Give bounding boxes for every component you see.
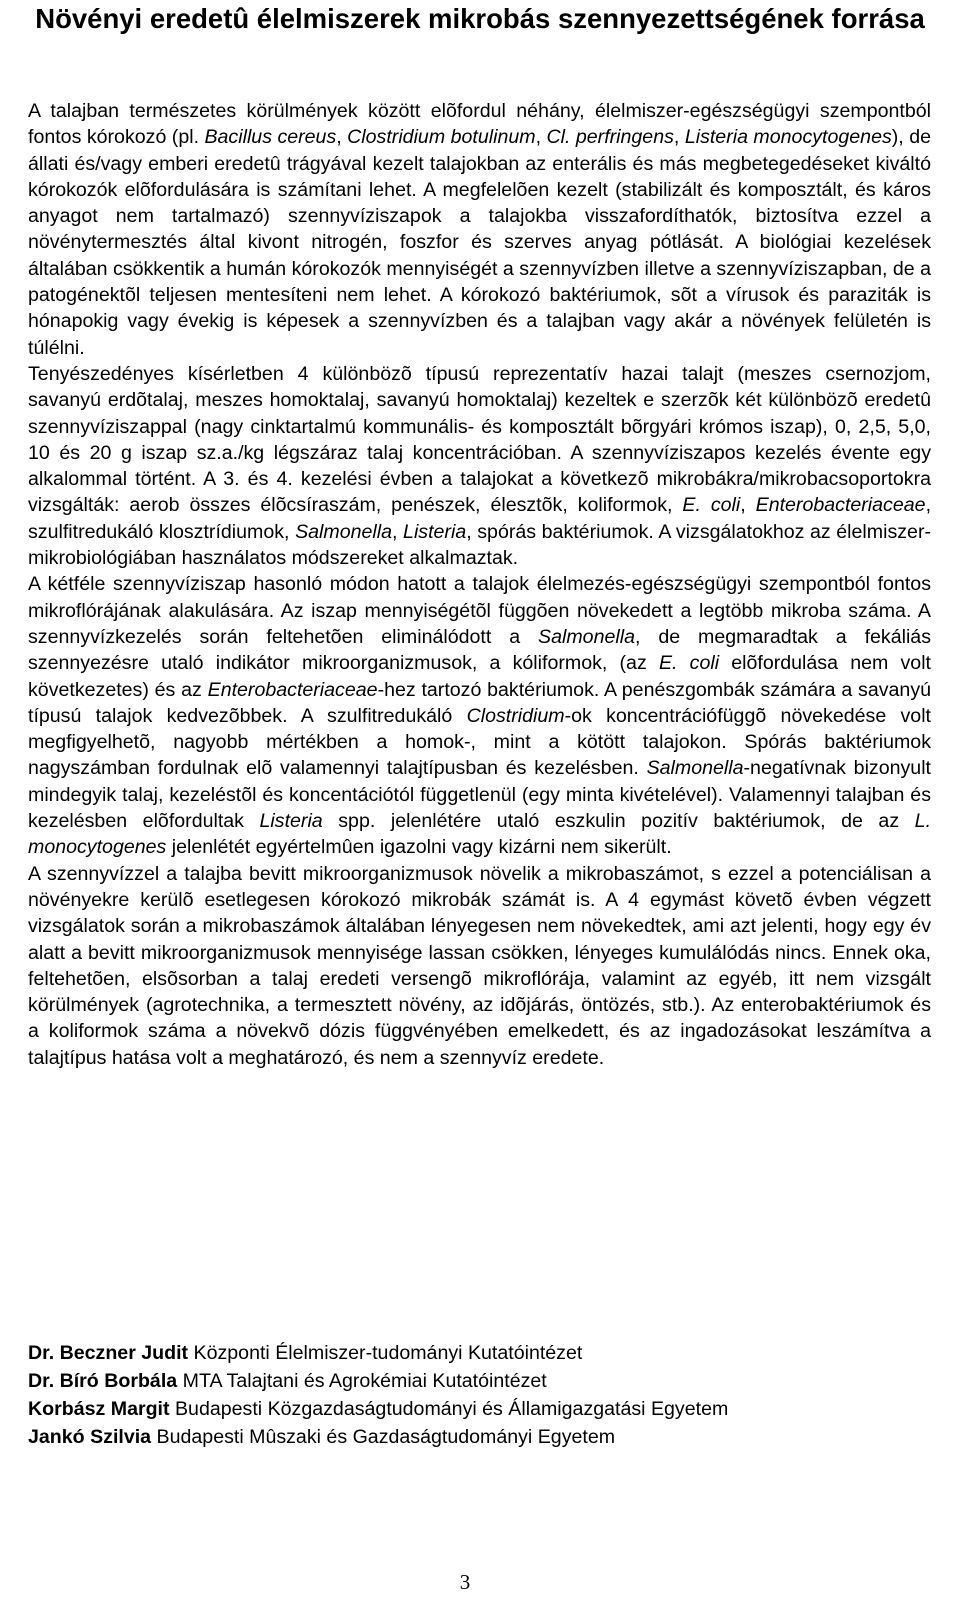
author-affiliation: MTA Talajtani és Agrokémiai Kutatóintézet [182, 1370, 547, 1392]
text-run: A szennyvízzel a talajba bevitt mikroorganizmusok növelik a mikrobaszámot, s ezzel a potenciálisan a növényekre kerülõ esetlegesen kórokozó mikrobák számát is. A 4 egymást követõ évben végzett vizsgálatok során a mikrobaszámok általában lényegesen nem növekedtek, ami azt jelenti, hogy egy év alatt a bevitt mikroorganizmusok mennyisége lassan csökken, lényeges kumulálódás nincs. Ennek oka, feltehetõen, elsõsorban a talaj eredeti versengõ mikroflórája, valamint az egyéb, itt nem vizsgált körülmények (agrotechnika, a termesztett növény, az idõjárás, öntözés, stb.). Az enterobaktériumok és a koliformok száma a növekvõ dózis függvényében emelkedett, és az ingadozásokat leszámítva a talajtípus hatása volt a meghatározó, és nem a szennyvíz eredete. [28, 862, 931, 1069]
italic-term: Listeria [259, 810, 323, 833]
author-name: Dr. Beczner Judit [28, 1342, 189, 1364]
author-name: Korbász Margit [28, 1398, 170, 1420]
italic-term: E. coli [658, 652, 720, 675]
text-run: jelenlétét egyértelmûen igazolni vagy kizárni nem sikerült. [166, 836, 672, 859]
author-line [28, 1367, 931, 1395]
paragraph [28, 98, 931, 361]
author-name: Jankó Szilvia [28, 1426, 152, 1448]
text-run: -ok koncentrációfüggõ növekedése volt megfigyelhetõ, nagyobb mértékben a homok-, mint a kötött talajokon. Spórás baktériumok nagyszámban fordulnak elõ valamennyi talajtípusban és kezelésben. [28, 704, 932, 780]
paragraph [28, 571, 931, 860]
paragraph [28, 861, 931, 1071]
text-run: , de megmaradtak a fekáliás szennyezésre utaló indikátor mikroorganizmusok, a kóliformok, (az [28, 625, 932, 675]
author-affiliation: Központi Élelmiszer-tudományi Kutatóintézet [193, 1342, 583, 1364]
text-run: Tenyészedényes kísérletben 4 különbözõ típusú reprezentatív hazai talajt (meszes csernozjom, savanyú erdõtalaj, meszes homoktalaj, savanyú homoktalaj) kezeltek e szerzõk két különbözõ eredetû szennyvíziszappal (nagy cinktartalmú kommunális- és komposztált bõrgyári krómos iszap), 0, 2,5, 5,0, 10 és 20 g iszap sz.a./kg légszáraz talaj koncentrációban. A szennyvíziszapos kezelés évente egy alkalommal történt. A 3. és 4. kezelési évben a talajokat a következõ mikrobákra/mikrobacsoportokra vizsgálták: aerob összes élõcsíraszám, penészek, élesztõk, koliformok, [28, 362, 931, 517]
italic-term: Salmonella [295, 520, 393, 543]
document-title: Növényi eredetû élelmiszerek mikrobás szennyezettségének forrása [35, 3, 925, 34]
author-affiliation: Budapesti Közgazdaságtudományi és Államigazgatási Egyetem [174, 1398, 729, 1420]
italic-term: Listeria monocytogenes [684, 126, 892, 149]
paragraph [28, 361, 931, 571]
text-run: , [535, 126, 547, 149]
italic-term: Bacillus cereus [204, 126, 337, 149]
italic-term: Enterobacteriaceae [755, 494, 926, 517]
text-run: , szulfitredukáló klosztrídiumok, [28, 494, 932, 543]
text-run: , [740, 494, 756, 517]
author-affiliation: Budapesti Mûszaki és Gazdaságtudományi Egyetem [156, 1426, 616, 1448]
italic-term: L. monocytogenes [28, 810, 932, 859]
italic-term: Cl. perfringens [546, 126, 674, 149]
text-run: -negatívnak bizonyult mindegyik talaj, kezeléstõl és koncentációtól függetlenül (egy minta kivételével). Valamennyi talajban és kezelésben elõfordultak [28, 757, 931, 833]
italic-term: Salmonella [646, 757, 744, 780]
text-run: , spórás baktériumok. A vizsgálatokhoz az élelmiszer-mikrobiológiában használatos módszereket alkalmaztak. [28, 520, 931, 570]
italic-term: Clostridium [466, 704, 565, 727]
author-name: Dr. Bíró Borbála [28, 1370, 178, 1392]
italic-term: E. coli [682, 494, 741, 517]
author-line [28, 1395, 931, 1423]
text-run: A kétféle szennyvíziszap hasonló módon hatott a talajok élelmezés-egészségügyi szempontból fontos mikroflórájának alakulására. Az iszap mennyiségétõl függõen növekedett a legtöbb mikroba száma. A szennyvízkezelés során feltehetõen eliminálódott a [28, 573, 931, 648]
text-run: A talajban természetes körülmények között elõfordul néhány, élelmiszer-egészségügyi szempontból fontos kórokozó (pl. [28, 100, 931, 149]
author-line [28, 1339, 931, 1367]
text-run: , [336, 126, 348, 149]
author-line [28, 1423, 931, 1451]
italic-term: Clostridium botulinum [347, 126, 536, 149]
page-number: 3 [459, 1570, 471, 1594]
text-run: spp. jelenlétére utaló eszkulin pozitív baktériumok, de az [322, 810, 915, 833]
body-text [28, 98, 931, 1071]
text-run: elõfordulása nem volt következetes) és az [28, 652, 931, 701]
italic-term: Listeria [403, 520, 467, 543]
author-list [28, 1339, 931, 1451]
text-run: -hez tartozó baktériumok. A penészgombák számára a savanyú típusú talajok kedvezõbbek. A szulfitredukáló [28, 678, 932, 727]
text-run: ), de állati és/vagy emberi eredetû trágyával kezelt talajokban az enterális és más megbetegedéseket kiváltó kórokozók elõfordulására is számítani lehet. A megfelelõen kezelt (stabilizált és komposztált, és káros anyagot nem tartalmazó) szennyvíziszapok a talajokba visszafordíthatók, biztosítva ezzel a növénytermesztés által kivont nitrogén, foszfor és szerves anyag pótlását. A biológiai kezelések általában csökkentik a humán kórokozók mennyiségét a szennyvízben illetve a szennyvíziszapban, de a patogénektõl teljesen mentesíteni nem lehet. A kórokozó baktériumok, sõt a vírusok és paraziták is hónapokig vagy évekig is képesek a szennyvízben és a talajban vagy akár a növények felületén is túlélni. [28, 126, 931, 359]
text-run: , [392, 520, 404, 543]
italic-term: Salmonella [538, 625, 635, 648]
italic-term: Enterobacteriaceae [207, 678, 378, 701]
text-run: , [673, 126, 685, 149]
